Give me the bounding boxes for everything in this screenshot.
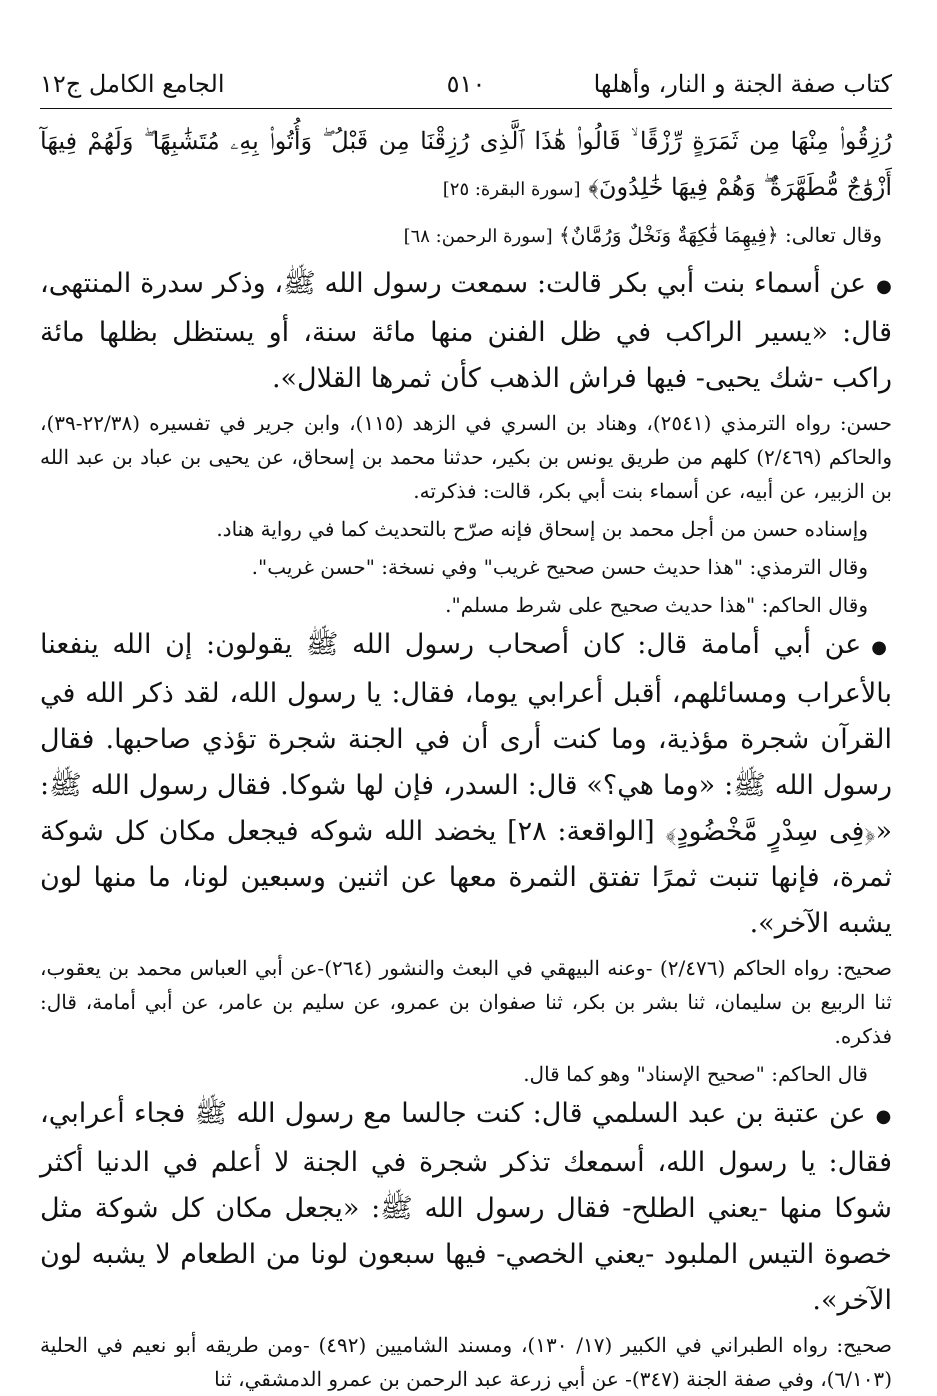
book-title: الجامع الكامل ج١٢ xyxy=(40,70,225,98)
surah-reference: [سورة الرحمن: ٦٨] xyxy=(403,226,553,247)
page-number: ٥١٠ xyxy=(446,70,486,98)
takhrij-note: وقال الحاكم: "هذا حديث صحيح على شرط مسلم". xyxy=(445,593,868,617)
bullet-icon: ● xyxy=(875,1106,892,1127)
page-body xyxy=(40,118,892,1396)
quran-verse-fragment: رُزِقُوا۟ مِنْهَا مِن ثَمَرَةٍ رِّزْقًا ۙ قَالُوا۟ هَٰذَا ٱلَّذِى رُزِقْنَا مِن قَبْلُ ۖ وَأُتُوا۟ بِهِۦ مُتَشَٰبِهًا ۖ وَلَهُمْ فِيهَآ أَزْوَٰجٌ مُّطَهَّرَةٌ ۖ وَهُمْ فِيهَا خَٰلِدُونَ﴾ [سورة البقرة: ٢٥] xyxy=(40,127,892,201)
surah-reference: [سورة البقرة: ٢٥] xyxy=(442,179,581,200)
quran-verse-quote: وقال تعالى: ﴿فِيهِمَا فَٰكِهَةٌ وَنَخْلٌ وَرُمَّانٌ﴾ [سورة الرحمن: ٦٨] xyxy=(403,223,882,247)
takhrij-note: صحيح: رواه الحاكم (٢/٤٧٦) -وعنه البيهقي في البعث والنشور (٢٦٤)-عن أبي العباس محمد بن يعقوب، ثنا الربيع بن سليمان، ثنا بشر بن بكر، ثنا صفوان بن عمرو، عن سليم بن عامر، عن أبي أمامة، قال: فذكره. xyxy=(40,956,893,1048)
takhrij-note: قال الحاكم: "صحيح الإسناد" وهو كما قال. xyxy=(523,1062,868,1086)
hadith-text: ●عن أبي أمامة قال: كان أصحاب رسول الله ﷺ يقولون: إن الله ينفعنا بالأعراب ومسائلهم، أقبل أعرابي يوما، فقال: يا رسول الله، لقد ذكر الله في القرآن شجرة مؤذية، وما كنت أرى أن في الجنة شجرة تؤذي صاحبها. فقال رسول الله ﷺ: «وما هي؟» قال: السدر، فإن لها شوكا. فقال رسول الله ﷺ: «﴿فِى سِدْرٍ مَّخْضُودٍ﴾ [الواقعة: ٢٨] يخضد الله شوكه فيجعل مكان كل شوكة ثمرة، فإنها تنبت ثمرًا تفتق الثمرة معها عن اثنين وسبعين لونا، ما منها لون يشبه الآخر». xyxy=(40,629,892,939)
takhrij-note: حسن: رواه الترمذي (٢٥٤١)، وهناد بن السري في الزهد (١١٥)، وابن جرير في تفسيره (٢٢/٣٨-٣٩)، والحاكم (٢/٤٦٩) كلهم من طريق يونس بن بكير، حدثنا محمد بن إسحاق، عن يحيى بن عباد بن عبد الله بن الزبير، عن أبيه، عن أسماء بنت أبي بكر، قالت: فذكرته. xyxy=(40,411,892,503)
takhrij-note: صحيح: رواه الطبراني في الكبير (١٧/ ١٣٠)، ومسند الشاميين (٤٩٢) -ومن طريقه أبو نعيم في الحلية (٦/١٠٣)، وفي صفة الجنة (٣٤٧)- عن أبي زرعة عبد الرحمن بن عمرو الدمشقي، ثنا xyxy=(40,1333,892,1391)
hadith-text: ●عن عتبة بن عبد السلمي قال: كنت جالسا مع رسول الله ﷺ فجاء أعرابي، فقال: يا رسول الله، أسمعك تذكر شجرة في الجنة لا أعلم في الدنيا أكثر شوكا منها -يعني الطلح- فقال رسول الله ﷺ: «يجعل مكان كل شوكة مثل خصوة التيس الملبود -يعني الخصي- فيها سبعون لونا من الطعام لا يشبه لون الآخر». xyxy=(40,1098,892,1316)
bullet-icon: ● xyxy=(871,637,892,658)
takhrij-note: وقال الترمذي: "هذا حديث حسن صحيح غريب" وفي نسخة: "حسن غريب". xyxy=(251,555,868,579)
chapter-title: كتاب صفة الجنة و النار، وأهلها xyxy=(593,70,892,98)
page-header xyxy=(40,64,892,104)
takhrij-note: وإسناده حسن من أجل محمد بن إسحاق فإنه صرّح بالتحديث كما في رواية هناد. xyxy=(216,517,868,541)
header-rule xyxy=(40,108,892,109)
hadith-text: ●عن أسماء بنت أبي بكر قالت: سمعت رسول الله ﷺ، وذكر سدرة المنتهى، قال: «يسير الراكب في ظل الفنن منها مائة سنة، أو يستظل بظلها مائة راكب -شك يحيى- فيها فراش الذهب كأن ثمرها القلال». xyxy=(40,268,892,394)
bullet-icon: ● xyxy=(876,276,892,297)
